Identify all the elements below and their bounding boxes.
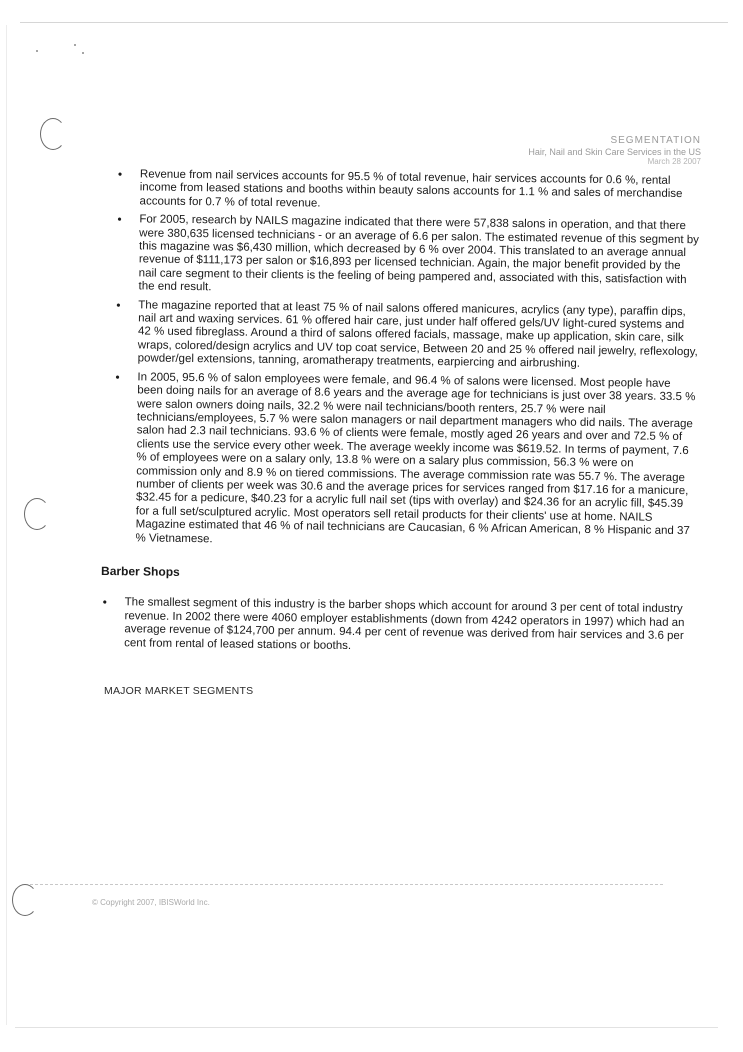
nail-salon-bullets	[103, 168, 700, 552]
bullet-item: • Revenue from nail services accounts for 95.5 % of total revenue, hair services accounts for 0.6 %, rental income from leased stations and booths within beauty salons accounts for 1.1 % and sales of merchandise accounts for 0.7 % of total revenue.	[108, 168, 700, 215]
scan-speck	[74, 44, 76, 46]
header-date: March 28 2007	[647, 156, 701, 166]
scan-speck	[36, 50, 38, 52]
bullet-item: • In 2005, 95.6 % of salon employees were female, and 96.4 % of salons were licensed. Most people have been doing nails for an average of 8.6 years and the average age for technicians is just over 38 years. 33.5 % were salon owners doing nails, 32.2 % were nail technicians/booth renters, 25.7 % were nail technicians/employees, 5.7 % were salon managers or nail department managers who did nails. The average salon had 2.3 nail technicians. 93.6 % of clients were female, mostly aged 26 years and over and 72.5 % of clients use the service every other week. The average weekly income was $619.52. In terms of payment, 7.6 % of employees were on a salary only, 13.8 % were on a salary plus commission, 56.3 % were on commission only and 8.9 % on tiered commissions. The average commission rate was 55.7 %. The average number of clients per week was 30.6 and the average prices for services ranged from $17.16 for a manicure, $32.45 for a pedicure, $40.23 for a acrylic full nail set (tips with overlay) and $24.36 for an acrylic fill, $45.39 for a full set/sculptured acrylic. Most operators sell retail products for their clients' use at home. NAILS Magazine estimated that 46 % of nail technicians are Caucasian, 6 % African American, 8 % Hispanic and 37 % Vietnamese.	[103, 371, 697, 553]
bullet-item: • For 2005, research by NAILS magazine indicated that there were 57,838 salons in operation, and that there were 380,635 licensed technicians - or an average of 6.6 per salon. The estimated revenue of this segment by this magazine was $6,430 million, which decreased by 6 % over 2004. This translated to an average annual revenue of $111,173 per salon or $16,893 per licensed technician. Again, the major benefit provided by the nail care segment to their clients is the feeling of being pampered and, associated with this, satisfaction with the end result.	[106, 213, 699, 301]
page-header	[528, 135, 701, 166]
scan-edge-top	[20, 22, 728, 23]
footer-section-label: MAJOR MARKET SEGMENTS	[104, 685, 254, 697]
punch-hole-icon	[24, 498, 50, 530]
scan-edge-left	[6, 25, 7, 1025]
main-content	[102, 168, 700, 662]
bullet-item: • The magazine reported that at least 75 % of nail salons offered manicures, acrylics (any type), paraffin dips, nail art and waxing services. 61 % offered hair care, just under half offered gels/UV light-cured systems and 42 % used fibreglass. Around a third of salons offered facials, massage, make up application, skin care, silk wraps, colored/design acrylics and UV top coat service, Between 20 and 25 % offered nail jewelry, reflexology, powder/gel extensions, tanning, aromatherapy treatments, earpiercing and airbrushing.	[106, 299, 699, 373]
barber-shop-bullets	[102, 596, 695, 657]
bullet-item: • The smallest segment of this industry is the barber shops which account for around 3 per cent of total industry revenue. In 2002 there were 4060 employer establishments (down from 4242 operators in 1997) which had an average revenue of $124,700 per annum. 94.4 per cent of revenue was derived from hair services and 3.6 per cent from rental of leased stations or booths.	[102, 596, 695, 657]
section-heading-barber-shops: Barber Shops	[100, 563, 180, 579]
header-report-title: Hair, Nail and Skin Care Services in the US	[528, 146, 701, 157]
scan-speck	[82, 52, 84, 54]
scan-edge-bottom	[15, 1027, 718, 1028]
footer-divider	[30, 884, 663, 885]
punch-hole-icon	[40, 118, 66, 150]
header-segment: SEGMENTATION	[610, 135, 701, 146]
copyright-notice: © Copyright 2007, IBISWorld Inc.	[92, 898, 210, 907]
punch-hole-icon	[12, 884, 38, 916]
